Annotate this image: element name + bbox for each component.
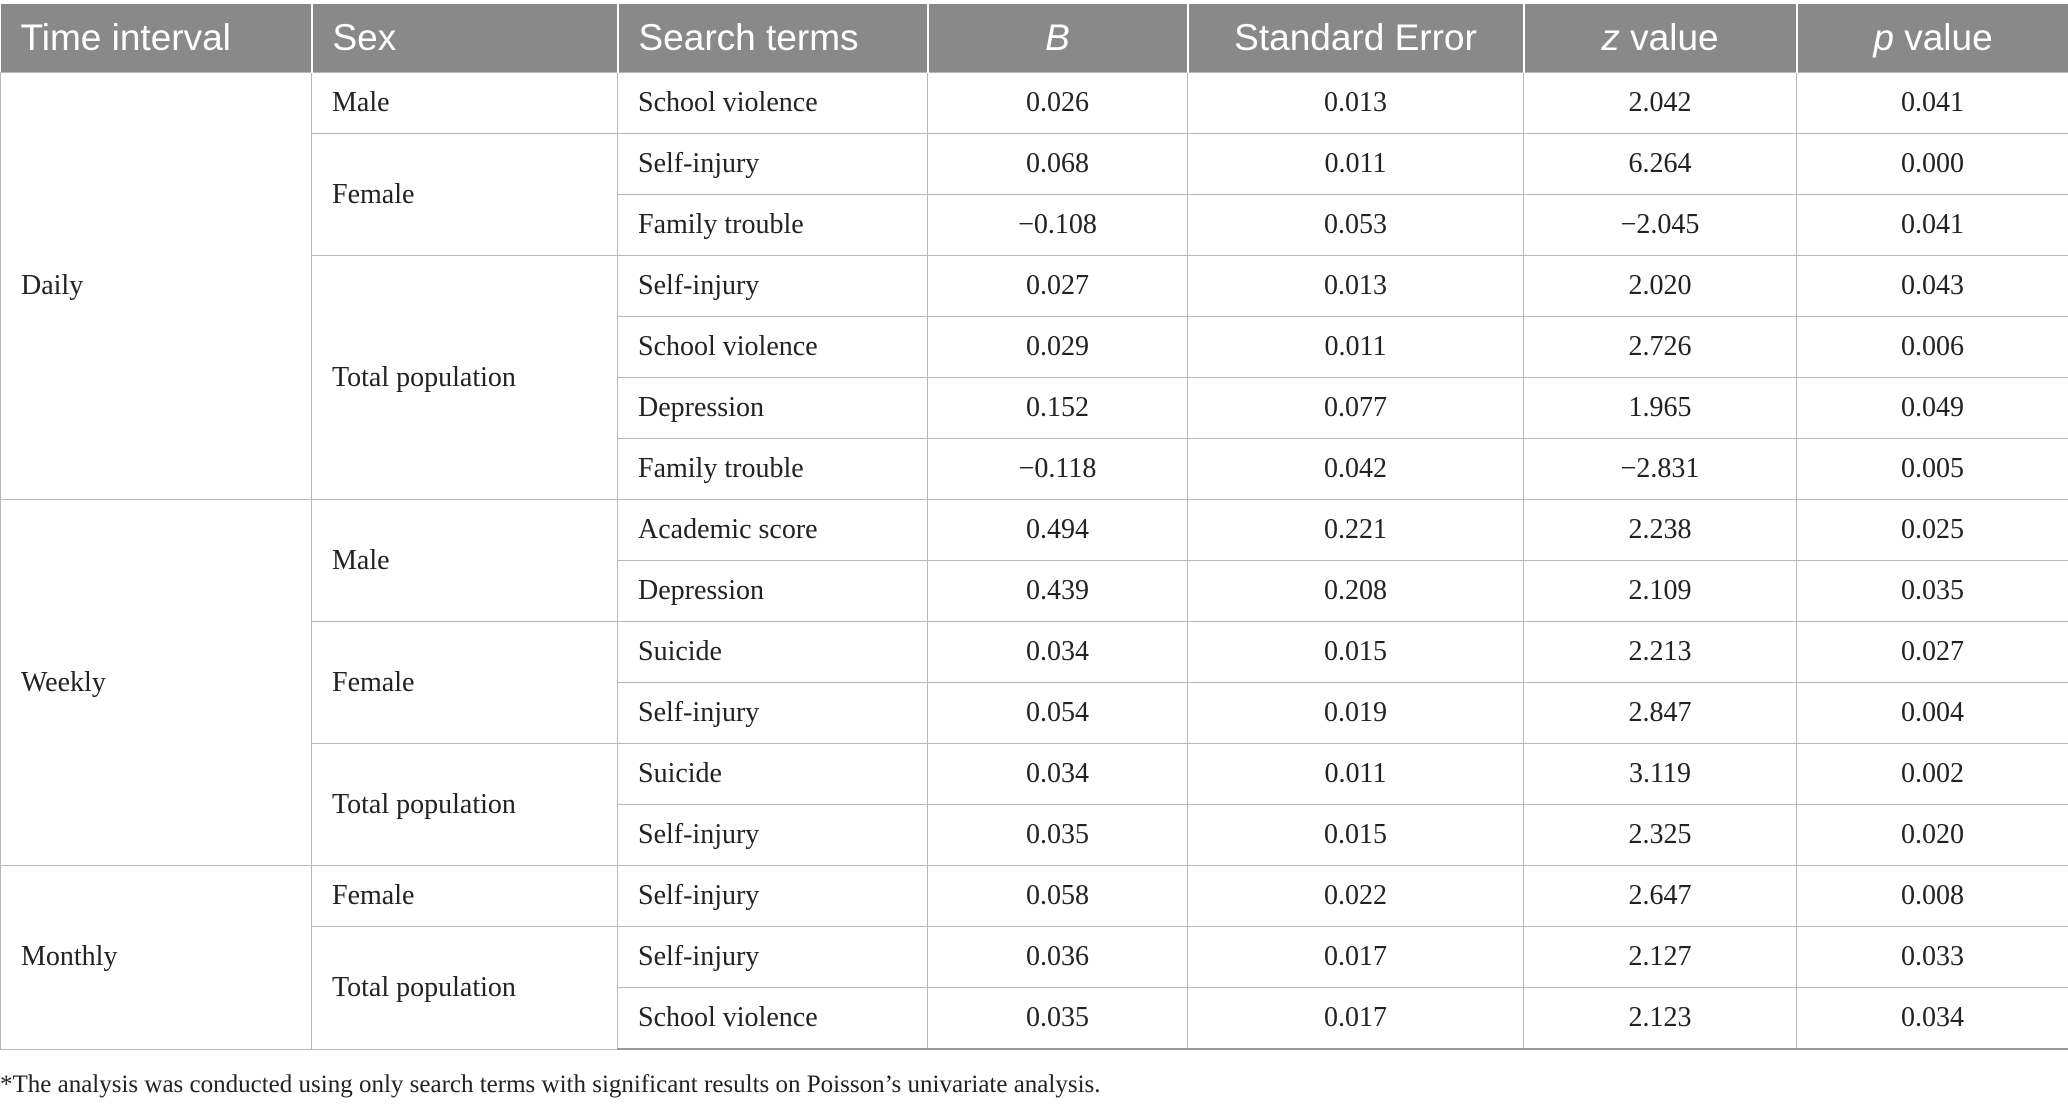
b-value-cell: 0.034 <box>928 744 1188 805</box>
p-value-cell: 0.035 <box>1797 561 2068 622</box>
sex-cell: Total population <box>312 256 618 500</box>
z-value-cell: 2.042 <box>1524 73 1797 134</box>
b-value-cell: 0.035 <box>928 988 1188 1050</box>
search-term-cell: Self-injury <box>618 256 928 317</box>
b-value-cell: 0.439 <box>928 561 1188 622</box>
b-value-cell: 0.494 <box>928 500 1188 561</box>
p-value-cell: 0.034 <box>1797 988 2068 1050</box>
standard-error-cell: 0.013 <box>1188 256 1524 317</box>
z-value-cell: 2.847 <box>1524 683 1797 744</box>
time-interval-cell: Weekly <box>1 500 312 866</box>
header-p-italic: p <box>1873 17 1894 58</box>
z-value-cell: 3.119 <box>1524 744 1797 805</box>
header-b-label: B <box>1045 17 1070 58</box>
search-term-cell: Family trouble <box>618 439 928 500</box>
standard-error-cell: 0.011 <box>1188 317 1524 378</box>
sex-cell: Female <box>312 866 618 927</box>
sex-cell: Male <box>312 73 618 134</box>
z-value-cell: 2.647 <box>1524 866 1797 927</box>
sex-cell: Male <box>312 500 618 622</box>
standard-error-cell: 0.208 <box>1188 561 1524 622</box>
p-value-cell: 0.002 <box>1797 744 2068 805</box>
standard-error-cell: 0.011 <box>1188 134 1524 195</box>
b-value-cell: −0.108 <box>928 195 1188 256</box>
standard-error-cell: 0.017 <box>1188 988 1524 1050</box>
header-z-italic: z <box>1601 17 1620 58</box>
p-value-cell: 0.005 <box>1797 439 2068 500</box>
search-term-cell: Self-injury <box>618 134 928 195</box>
b-value-cell: 0.068 <box>928 134 1188 195</box>
sex-cell: Female <box>312 134 618 256</box>
z-value-cell: 2.127 <box>1524 927 1797 988</box>
p-value-cell: 0.004 <box>1797 683 2068 744</box>
z-value-cell: 2.726 <box>1524 317 1797 378</box>
search-term-cell: Suicide <box>618 744 928 805</box>
standard-error-cell: 0.015 <box>1188 805 1524 866</box>
z-value-cell: 6.264 <box>1524 134 1797 195</box>
time-interval-cell: Monthly <box>1 866 312 1050</box>
standard-error-cell: 0.221 <box>1188 500 1524 561</box>
p-value-cell: 0.041 <box>1797 195 2068 256</box>
b-value-cell: 0.058 <box>928 866 1188 927</box>
z-value-cell: 2.213 <box>1524 622 1797 683</box>
search-term-cell: Depression <box>618 561 928 622</box>
b-value-cell: −0.118 <box>928 439 1188 500</box>
table-row <box>1 500 2068 561</box>
header-z-value <box>1524 4 1797 73</box>
standard-error-cell: 0.013 <box>1188 73 1524 134</box>
search-term-cell: Suicide <box>618 622 928 683</box>
standard-error-cell: 0.053 <box>1188 195 1524 256</box>
header-p-value <box>1797 4 2068 73</box>
p-value-cell: 0.049 <box>1797 378 2068 439</box>
table-row <box>1 256 2068 317</box>
z-value-cell: 2.238 <box>1524 500 1797 561</box>
standard-error-cell: 0.042 <box>1188 439 1524 500</box>
search-term-cell: School violence <box>618 988 928 1050</box>
search-term-cell: School violence <box>618 73 928 134</box>
b-value-cell: 0.035 <box>928 805 1188 866</box>
search-term-cell: Depression <box>618 378 928 439</box>
standard-error-cell: 0.017 <box>1188 927 1524 988</box>
table-row <box>1 73 2068 134</box>
table-body <box>1 73 2068 1050</box>
p-value-cell: 0.027 <box>1797 622 2068 683</box>
sex-cell: Total population <box>312 744 618 866</box>
header-p-rest: value <box>1893 17 1993 58</box>
table-row <box>1 866 2068 927</box>
table-row <box>1 744 2068 805</box>
poisson-results-table <box>0 4 2068 1050</box>
sex-cell: Total population <box>312 927 618 1050</box>
b-value-cell: 0.152 <box>928 378 1188 439</box>
z-value-cell: 1.965 <box>1524 378 1797 439</box>
table-footnote: *The analysis was conducted using only search terms with significant results on Poisson’s univariate analysis. <box>0 1071 1101 1098</box>
search-term-cell: Self-injury <box>618 683 928 744</box>
standard-error-cell: 0.022 <box>1188 866 1524 927</box>
header-sex: Sex <box>312 4 618 73</box>
p-value-cell: 0.006 <box>1797 317 2068 378</box>
p-value-cell: 0.000 <box>1797 134 2068 195</box>
header-b <box>928 4 1188 73</box>
table-row <box>1 622 2068 683</box>
header-time-interval: Time interval <box>1 4 312 73</box>
standard-error-cell: 0.015 <box>1188 622 1524 683</box>
b-value-cell: 0.034 <box>928 622 1188 683</box>
search-term-cell: Self-injury <box>618 927 928 988</box>
standard-error-cell: 0.019 <box>1188 683 1524 744</box>
b-value-cell: 0.026 <box>928 73 1188 134</box>
z-value-cell: 2.325 <box>1524 805 1797 866</box>
z-value-cell: −2.831 <box>1524 439 1797 500</box>
search-term-cell: Family trouble <box>618 195 928 256</box>
b-value-cell: 0.027 <box>928 256 1188 317</box>
time-interval-cell: Daily <box>1 73 312 500</box>
search-term-cell: Self-injury <box>618 866 928 927</box>
p-value-cell: 0.020 <box>1797 805 2068 866</box>
search-term-cell: School violence <box>618 317 928 378</box>
p-value-cell: 0.008 <box>1797 866 2068 927</box>
z-value-cell: −2.045 <box>1524 195 1797 256</box>
b-value-cell: 0.054 <box>928 683 1188 744</box>
table-header-row <box>1 4 2068 73</box>
b-value-cell: 0.029 <box>928 317 1188 378</box>
p-value-cell: 0.043 <box>1797 256 2068 317</box>
p-value-cell: 0.041 <box>1797 73 2068 134</box>
table-row <box>1 134 2068 195</box>
header-search-terms: Search terms <box>618 4 928 73</box>
p-value-cell: 0.033 <box>1797 927 2068 988</box>
z-value-cell: 2.123 <box>1524 988 1797 1050</box>
standard-error-cell: 0.077 <box>1188 378 1524 439</box>
sex-cell: Female <box>312 622 618 744</box>
b-value-cell: 0.036 <box>928 927 1188 988</box>
table-row <box>1 927 2068 988</box>
z-value-cell: 2.109 <box>1524 561 1797 622</box>
header-standard-error: Standard Error <box>1188 4 1524 73</box>
search-term-cell: Academic score <box>618 500 928 561</box>
search-term-cell: Self-injury <box>618 805 928 866</box>
p-value-cell: 0.025 <box>1797 500 2068 561</box>
header-z-rest: value <box>1619 17 1719 58</box>
standard-error-cell: 0.011 <box>1188 744 1524 805</box>
results-table-container <box>0 4 2068 1050</box>
z-value-cell: 2.020 <box>1524 256 1797 317</box>
